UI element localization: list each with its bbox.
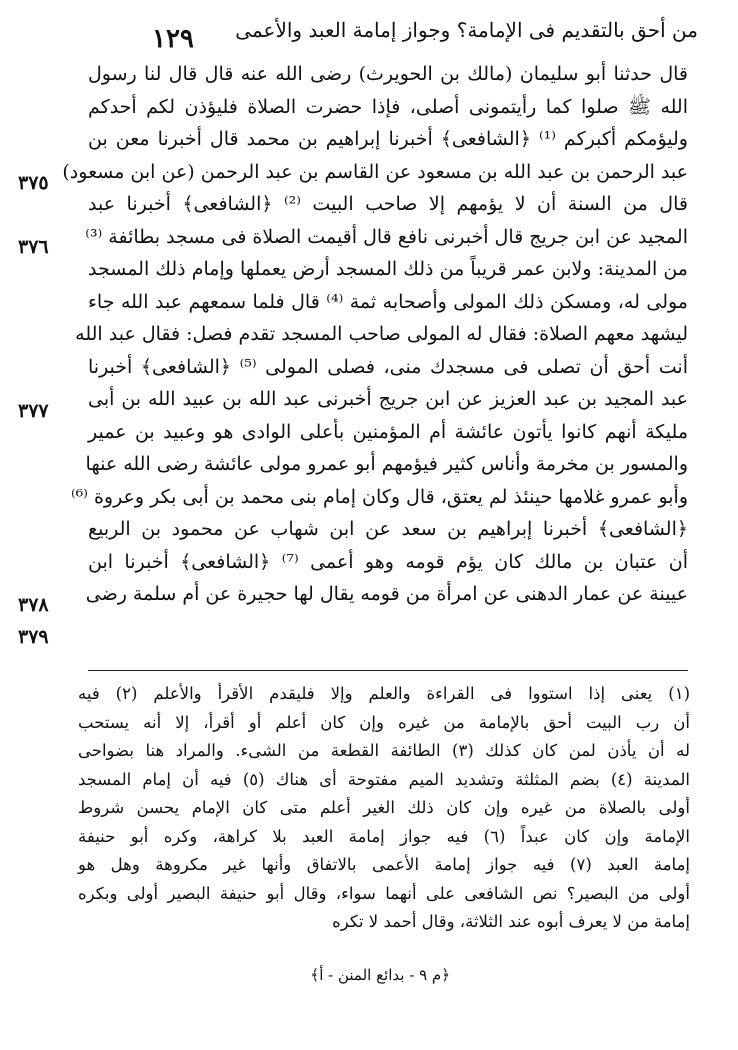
text-line: ليشهد معهم الصلاة: فقال له المولى صاحب المسجد تقدم فصل: فقال عبد الله: [75, 323, 688, 345]
footnote-line: أن رب البيت أحق بالإمامة من غيره وإن كان أعلم أو أقرأ، إلا أنه يستحب: [78, 712, 690, 732]
page-title: من أحق بالتقديم فى الإمامة؟ وجواز إمامة العبد والأعمى: [235, 18, 698, 42]
footnote-line: الإمامة وإن كان عبداً (٦) فيه جواز إمامة العبد بلا كراهة، وكره أبو حنيفة: [78, 826, 690, 846]
text-line: مولى له، ومسكن ذلك المولى وأصحابه ثمة ⁽⁴⁾ قال فلما سمعهم عبد الله جاء: [88, 290, 688, 313]
text-line: والمسور بن مخرمة وأناس كثير فيؤمهم أبو عمرو مولى عائشة رضى الله عنها: [85, 453, 688, 475]
page-number: ١٢٩: [152, 24, 194, 54]
text-line: عبد الرحمن بن عبد الله بن مسعود عن القاسم بن عبد الرحمن (عن ابن مسعود): [62, 160, 688, 183]
text-line: قال من السنة أن لا يؤمهم إلا صاحب البيت ⁽²⁾ ﴿الشافعى﴾ أخبرنا عبد: [88, 193, 688, 215]
hadith-number: ٣٧٦: [18, 236, 49, 258]
text-line: المجيد عن ابن جريج قال أخبرنى نافع قال أقيمت الصلاة فى مسجد بطائفة ⁽³⁾: [85, 225, 688, 248]
footnotes: [78, 680, 690, 937]
text-line: عيينة عن عمار الدهنى عن امرأة من قومه يقال لها حجيرة عن أم سلمة رضى: [85, 583, 688, 605]
text-line: الله ﷺ صلوا كما رأيتمونى أصلى، فإذا حضرت الصلاة فليؤذن لكم أحدكم: [88, 95, 688, 118]
text-line: وليؤمكم أكبركم ⁽¹⁾ ﴿الشافعى﴾ أخبرنا إبراهيم بن محمد قال أخبرنا معن بن: [88, 128, 688, 150]
hadith-number: ٣٧٥: [18, 172, 49, 194]
page-header: [40, 16, 698, 56]
footnote-line: أولى من البصير؟ نص الشافعى على أنهما سواء، وقال أبو حنيفة البصير أولى وبكره: [78, 883, 690, 903]
footnote-line: إمامة العبد (٧) فيه جواز إمامة الأعمى بالاتفاق وأنها غير مكروهة وهل هو: [78, 855, 690, 874]
text-line: أن عتبان بن مالك كان يؤم قومه وهو أعمى ⁽⁷⁾ ﴿الشافعى﴾ أخبرنا ابن: [88, 550, 688, 573]
hadith-number: ٣٧٨: [18, 594, 49, 616]
text-line: مليكة أنهم كانوا يأتون عائشة أم المؤمنين بأعلى الوادى هو وعبيد بن عمير: [88, 420, 688, 443]
text-line: وأبو عمرو غلامها حينئذ لم يعتق، قال وكان إمام بنى محمد بن أبى بكر وعروة ⁽⁶⁾: [70, 485, 688, 508]
footnote-line: أولى بالصلاة من غيره وإن كان ذلك الغير أعلم متى كان الإمام يحسن شروط: [78, 798, 690, 817]
signature-footer: ﴿م ٩ - بدائع المنن - أ﴾: [310, 966, 450, 984]
text-line: ﴿الشافعى﴾ أخبرنا إبراهيم بن سعد عن ابن شهاب عن محمود بن الربيع: [88, 518, 688, 540]
footnote-divider: [88, 670, 688, 671]
text-line: عبد المجيد بن عبد العزيز عن ابن جريج أخبرنى عبد الله بن عبيد الله بن أبى: [88, 388, 688, 410]
main-text: [62, 58, 688, 611]
footnote-line: إمامة من لا يعرف أبوه عند الثلاثة، وقال أحمد لا تكره: [332, 912, 690, 931]
text-line: أنت أحق أن تصلى فى مسجدك منى، فصلى المولى ⁽⁵⁾ ﴿الشافعى﴾ أخبرنا: [88, 355, 688, 378]
hadith-number: ٣٧٧: [18, 400, 49, 422]
hadith-number: ٣٧٩: [18, 626, 49, 648]
text-line: من المدينة: ولابن عمر قريباً من ذلك المسجد أرض يعملها وإمام ذلك المسجد: [88, 258, 688, 280]
footnote-line: (١) يعنى إذا استووا فى القراءة والعلم وإلا فليقدم الأقرأ والأعلم (٢) فيه: [78, 684, 690, 703]
footnote-line: له أن يأذن لمن كان كذلك (٣) الطائفة القطعة من الشىء. والمراد هنا بضواحى: [78, 741, 690, 760]
footnote-line: المدينة (٤) بضم المثلثة وتشديد الميم مفتوحة أى هناك (٥) فيه أن إمام المسجد: [78, 769, 690, 789]
text-line: قال حدثنا أبو سليمان (مالك بن الحويرث) رضى الله عنه قال قال لنا رسول: [88, 63, 688, 85]
